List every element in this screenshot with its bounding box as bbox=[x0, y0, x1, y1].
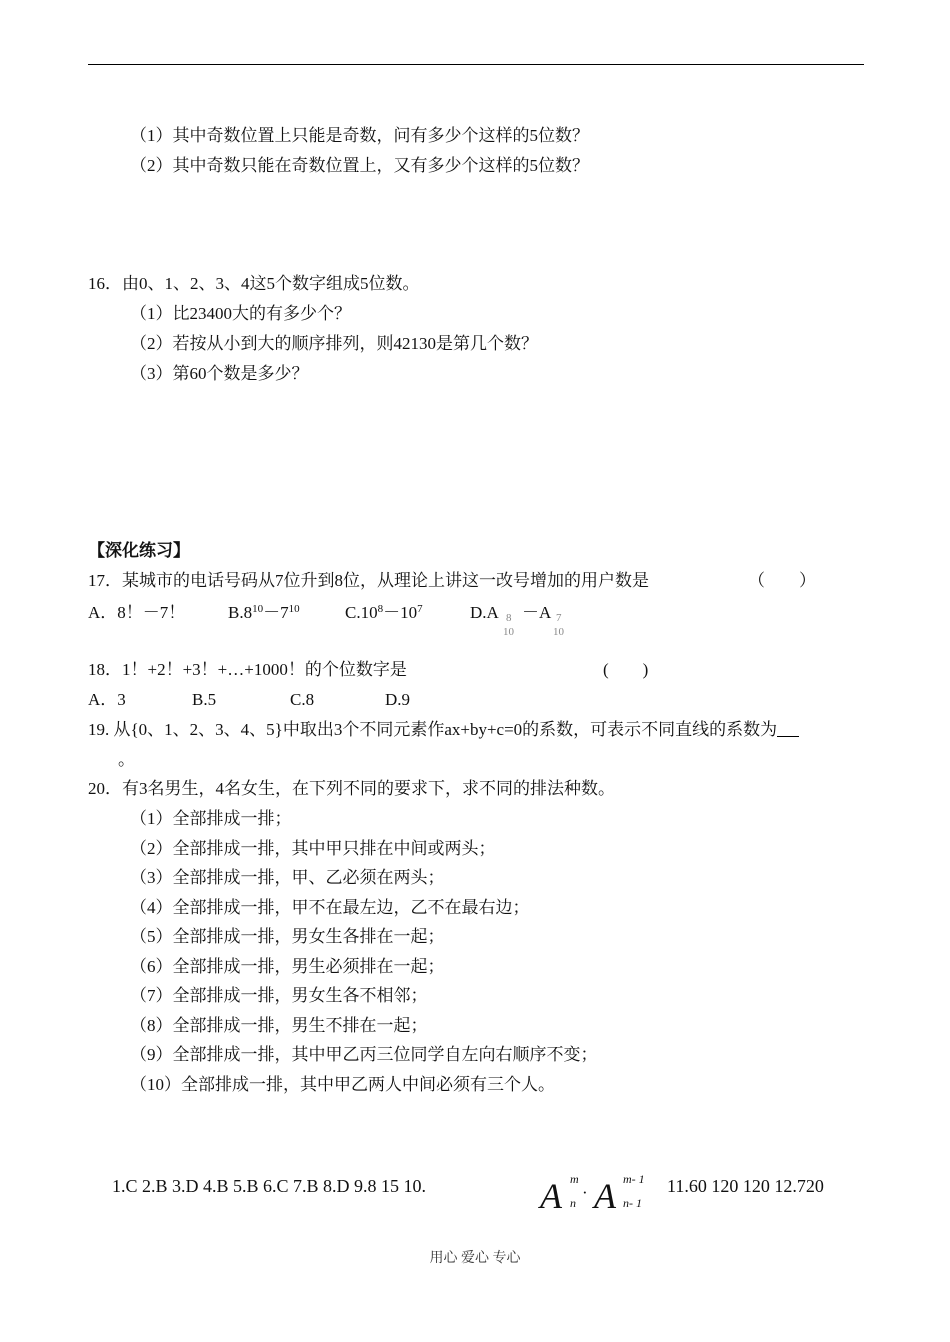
q20-stem: 20．有3名男生，4名女生，在下列不同的要求下，求不同的排法种数。 bbox=[88, 779, 615, 798]
q15-part2: （2）其中奇数只能在奇数位置上，又有多少个这样的5位数？ bbox=[130, 156, 589, 175]
q19-answer-blank bbox=[777, 720, 799, 737]
q18-option-d: D.9 bbox=[385, 690, 411, 709]
q16-part3: （3）第60个数是多少？ bbox=[130, 364, 309, 383]
q20-item-6: （6）全部排成一排，男生必须排在一起； bbox=[130, 957, 445, 976]
q18-option-c: C.8 bbox=[290, 690, 315, 709]
q16-part2: （2）若按从小到大的顺序排列，则42130是第几个数？ bbox=[130, 334, 538, 353]
q17-option-c: $C.10^8-10^7$ bbox=[345, 603, 423, 622]
q17-d-sub2: 10 bbox=[553, 626, 564, 638]
q17-option-b: $B.8^{10}-7^{10}$ bbox=[228, 603, 300, 622]
answer-formula-a2: A bbox=[594, 1176, 616, 1216]
answer-formula-a1: A bbox=[540, 1176, 562, 1216]
q17-option-d: D.A bbox=[470, 603, 499, 622]
q20-item-8: （8）全部排成一排，男生不排在一起； bbox=[130, 1016, 428, 1035]
q20-item-10: （10）全部排成一排，其中甲乙两人中间必须有三个人。 bbox=[130, 1075, 555, 1094]
q17-d-sup2: 7 bbox=[556, 612, 562, 624]
answer-formula-dot: · bbox=[582, 1183, 588, 1202]
q18-option-a: A．3 bbox=[88, 690, 126, 709]
q16-part1: （1）比23400大的有多少个？ bbox=[130, 304, 351, 323]
page-footer: 用心 爱心 专心 bbox=[429, 1251, 521, 1266]
q19-tail: 。 bbox=[118, 750, 135, 769]
q19-stem: 19. 从{0、1、2、3、4、5}中取出3个不同元素作ax+by+c=0的系数，可表示不同直线的系数为 bbox=[88, 719, 799, 741]
q15-part1: （1）其中奇数位置上只能是奇数，问有多少个这样的5位数？ bbox=[130, 126, 589, 145]
q18-option-b: B.5 bbox=[192, 690, 217, 709]
q20-item-1: （1）全部排成一排； bbox=[130, 809, 292, 828]
q17-d-sub1: 10 bbox=[503, 626, 514, 638]
q20-item-2: （2）全部排成一排，其中甲只排在中间或两头； bbox=[130, 839, 496, 858]
q16-stem: 16．由0、1、2、3、4这5个数字组成5位数。 bbox=[88, 274, 420, 293]
q17-stem: 17．某城市的电话号码从7位升到8位，从理论上讲这一改号增加的用户数是 bbox=[88, 571, 649, 590]
q20-item-3: （3）全部排成一排，甲、乙必须在两头； bbox=[130, 868, 445, 887]
q20-item-5: （5）全部排成一排，男女生各排在一起； bbox=[130, 927, 445, 946]
answer-formula-n1: n- 1 bbox=[623, 1196, 642, 1210]
q17-answer-paren: （ ） bbox=[748, 571, 816, 590]
answer-key-right: 11.60 120 120 12.720 bbox=[667, 1176, 824, 1196]
answer-formula-m: m bbox=[570, 1172, 579, 1186]
q20-item-7: （7）全部排成一排，男女生各不相邻； bbox=[130, 986, 428, 1005]
answer-formula-n: n bbox=[570, 1196, 576, 1210]
answer-formula-m1: m- 1 bbox=[623, 1172, 645, 1186]
header-rule bbox=[88, 64, 864, 65]
q18-answer-paren: ( ) bbox=[603, 660, 649, 679]
q17-d-mid: －A bbox=[522, 603, 552, 622]
q20-item-9: （9）全部排成一排，其中甲乙丙三位同学自左向右顺序不变； bbox=[130, 1045, 598, 1064]
q17-option-a: A．8！－7！ bbox=[88, 603, 186, 622]
q20-item-4: （4）全部排成一排，甲不在最左边，乙不在最右边； bbox=[130, 898, 530, 917]
q17-d-sup1: 8 bbox=[506, 612, 512, 624]
section-title: 【深化练习】 bbox=[88, 541, 190, 560]
q18-stem: 18．1！+2！+3！+…+1000！的个位数字是 bbox=[88, 660, 407, 679]
answer-key-left: 1.C 2.B 3.D 4.B 5.B 6.C 7.B 8.D 9.8 15 10. bbox=[112, 1176, 427, 1196]
